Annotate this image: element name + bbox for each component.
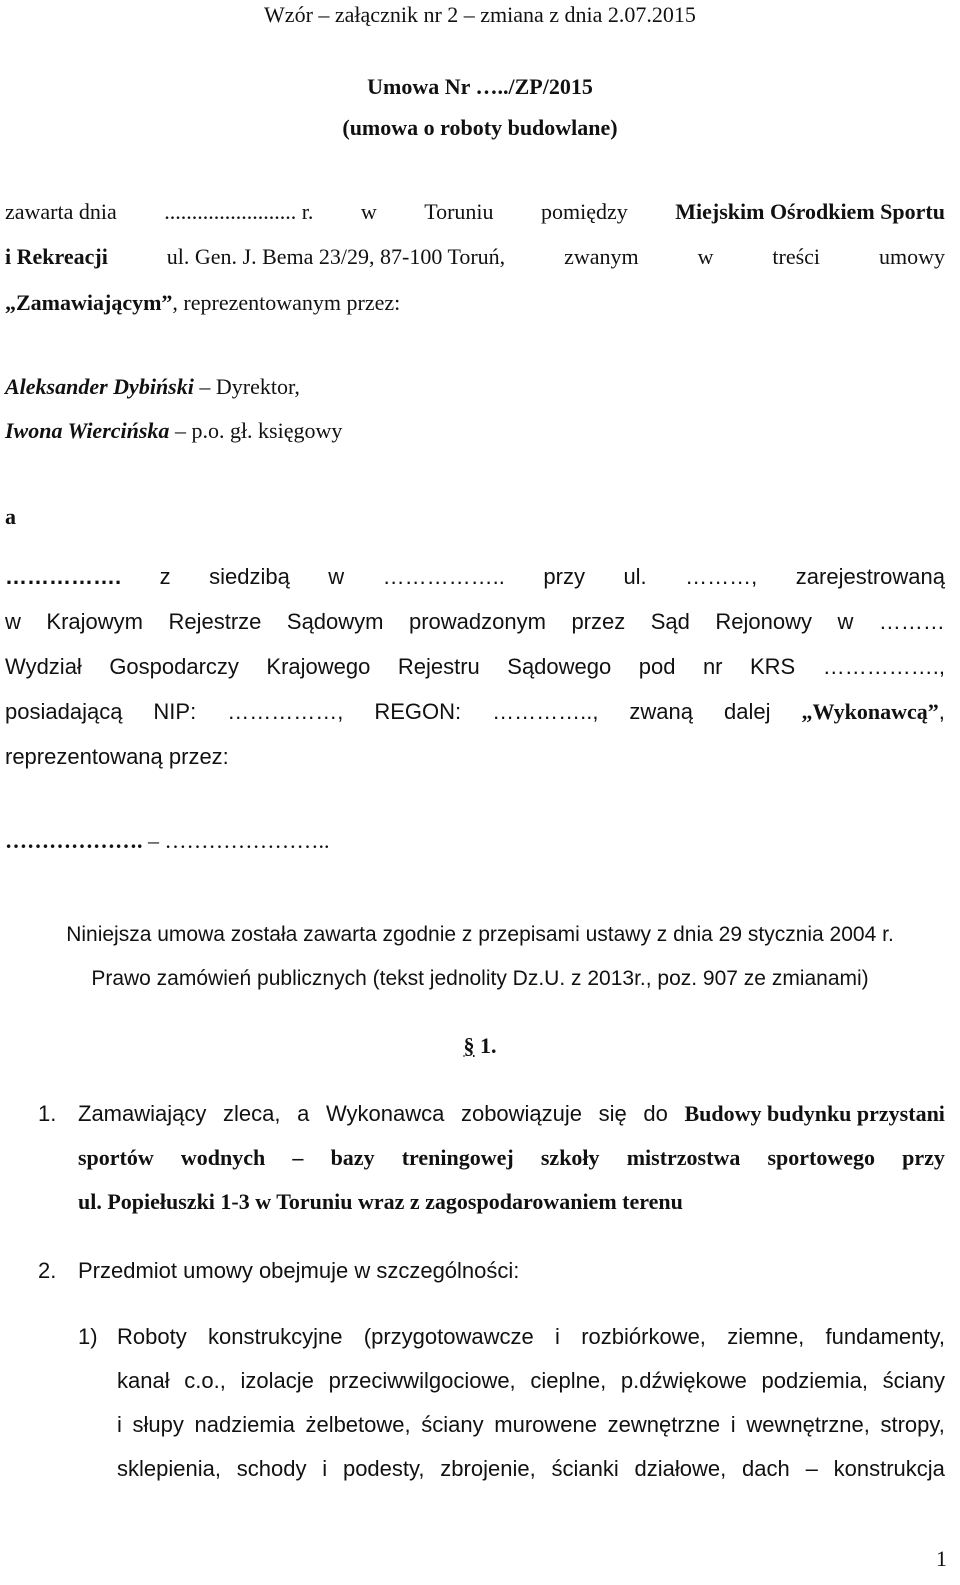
contractor-line-3: Wydział Gospodarczy Krajowego Rejestru Sądowego pod nr KRS ……………., <box>5 654 945 679</box>
point-1-number: 1. <box>38 1101 57 1126</box>
sub-item-1-line-1: Roboty konstrukcyjne (przygotowawcze i rozbiórkowe, ziemne, fundamenty, <box>117 1324 945 1349</box>
section-heading: § 1. <box>463 1033 497 1058</box>
section-symbol: § <box>463 1033 475 1058</box>
sub-item-1-number: 1) <box>78 1324 98 1349</box>
contractor-line-1: ……………. z siedzibą w …………….. przy ul. ………, zarejestrowaną <box>5 564 945 589</box>
contractor-line-4: posiadającą NIP: ……………, REGON: ………….., zwaną dalej „Wykonawcą”, <box>5 699 945 724</box>
point-2-number: 2. <box>38 1258 57 1283</box>
intro-line-2: i Rekreacji ul. Gen. J. Bema 23/29, 87-100 Toruń, zwanym w treści umowy <box>5 244 945 269</box>
conjunction: a <box>5 504 16 529</box>
contractor-line-5: reprezentowaną przez: <box>5 744 229 769</box>
contractor-line-2: w Krajowym Rejestrze Sądowym prowadzonym przez Sąd Rejonowy w ……… <box>5 609 945 634</box>
party-role-client: „Zamawiającym” <box>5 290 173 315</box>
contract-subtitle: (umowa o roboty budowlane) <box>342 115 618 140</box>
point-2-text: Przedmiot umowy obejmuje w szczególności: <box>78 1258 520 1283</box>
sub-item-1-line-2: kanał c.o., izolacje przeciwwilgociowe, cieplne, p.dźwiękowe podziemia, ściany <box>117 1368 945 1393</box>
representative-2: Iwona Wiercińska – p.o. gł. księgowy <box>5 418 343 443</box>
contract-number: Umowa Nr …../ZP/2015 <box>367 74 593 99</box>
point-1-line-1: Zamawiający zleca, a Wykonawca zobowiązuje się do Budowy budynku przystani <box>78 1101 945 1126</box>
point-1-line-3: ul. Popiełuszki 1-3 w Toruniu wraz z zagospodarowaniem terenu <box>78 1189 683 1214</box>
page-number: 1 <box>936 1546 947 1571</box>
template-note: Wzór – załącznik nr 2 – zmiana z dnia 2.07.2015 <box>264 2 696 27</box>
intro-line-3: „Zamawiającym”, reprezentowanym przez: <box>5 290 401 315</box>
sub-item-1-line-4: sklepienia, schody i podesty, zbrojenie, ścianki działowe, dach – konstrukcja <box>117 1456 945 1481</box>
contractor-signatory: ………………. – ………………….. <box>5 828 330 853</box>
legal-basis-line-2: Prawo zamówień publicznych (tekst jednolity Dz.U. z 2013r., poz. 907 ze zmianami) <box>91 967 869 990</box>
representative-1: Aleksander Dybiński – Dyrektor, <box>5 374 300 399</box>
sub-item-1-line-3: i słupy nadziemia żelbetowe, ściany murowene zewnętrzne i wewnętrzne, stropy, <box>117 1412 945 1437</box>
party-role-contractor: „Wykonawcą” <box>801 699 939 724</box>
legal-basis-line-1: Niniejsza umowa została zawarta zgodnie z przepisami ustawy z dnia 29 stycznia 2004 r. <box>66 923 894 946</box>
intro-line-1: zawarta dnia ........................ r. w Toruniu pomiędzy Miejskim Ośrodkiem Sportu <box>5 199 945 224</box>
point-1-line-2: sportów wodnych – bazy treningowej szkoły mistrzostwa sportowego przy <box>78 1145 945 1170</box>
